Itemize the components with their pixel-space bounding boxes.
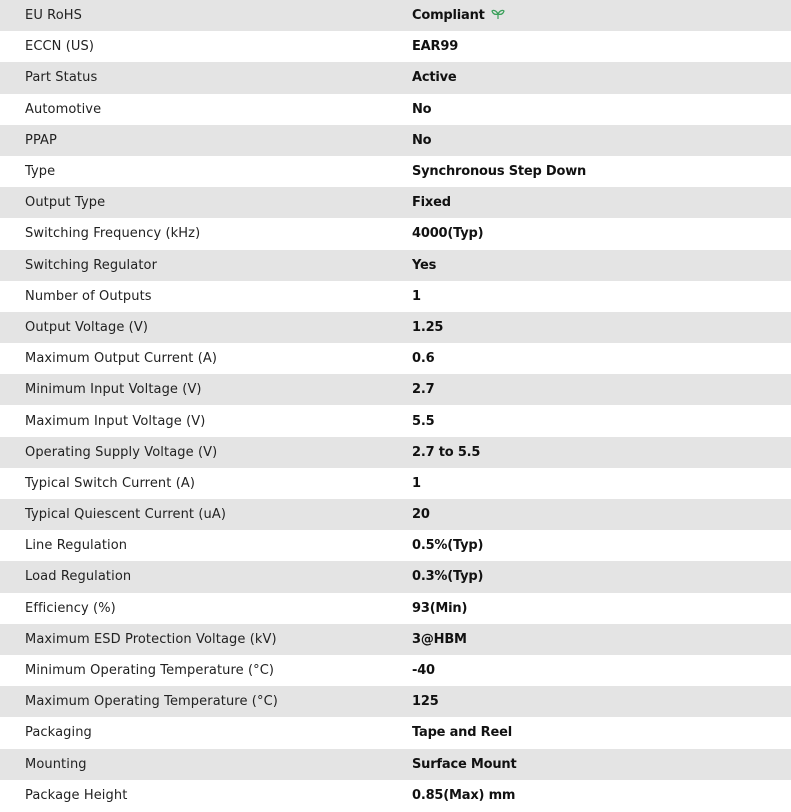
- spec-row-max-operating-temperature: [0, 686, 791, 717]
- spec-value: 0.6: [412, 351, 435, 367]
- spec-value: No: [412, 132, 432, 148]
- spec-label: Packaging: [25, 725, 92, 741]
- spec-label: Switching Frequency (kHz): [25, 226, 201, 242]
- spec-row-type: [0, 156, 791, 187]
- spec-row-eu-rohs: [0, 0, 791, 31]
- leaf-icon: [491, 8, 505, 20]
- spec-row-typical-quiescent-current: [0, 499, 791, 530]
- spec-label: Type: [25, 164, 56, 180]
- spec-label: Minimum Operating Temperature (°C): [25, 663, 275, 679]
- spec-label: EU RoHS: [25, 8, 82, 24]
- spec-row-operating-supply-voltage: [0, 437, 791, 468]
- spec-row-max-output-current: [0, 343, 791, 374]
- spec-row-automotive: [0, 94, 791, 125]
- spec-row-eccn: [0, 31, 791, 62]
- spec-value: Active: [412, 70, 457, 86]
- spec-value: 1: [412, 288, 421, 304]
- spec-label: Switching Regulator: [25, 257, 158, 273]
- spec-label: Maximum Operating Temperature (°C): [25, 694, 278, 710]
- spec-label: Maximum ESD Protection Voltage (kV): [25, 631, 277, 647]
- spec-row-package-height: [0, 780, 791, 811]
- spec-label: Operating Supply Voltage (V): [25, 444, 218, 460]
- spec-value: Fixed: [412, 195, 451, 211]
- spec-label: Mounting: [25, 756, 87, 772]
- spec-label: Maximum Output Current (A): [25, 351, 218, 367]
- spec-row-max-esd-protection-voltage: [0, 624, 791, 655]
- spec-row-line-regulation: [0, 530, 791, 561]
- spec-label: Maximum Input Voltage (V): [25, 413, 206, 429]
- spec-value: Synchronous Step Down: [412, 164, 587, 180]
- spec-label: Output Voltage (V): [25, 319, 149, 335]
- spec-row-switching-regulator: [0, 250, 791, 281]
- spec-row-load-regulation: [0, 561, 791, 592]
- spec-value: 2.7 to 5.5: [412, 444, 481, 460]
- spec-value: 1.25: [412, 319, 444, 335]
- spec-row-output-type: [0, 187, 791, 218]
- spec-label: ECCN (US): [25, 39, 95, 55]
- spec-label: Package Height: [25, 787, 128, 803]
- spec-value: Tape and Reel: [412, 725, 512, 741]
- spec-value: Yes: [412, 257, 437, 273]
- spec-value: 4000(Typ): [412, 226, 484, 242]
- spec-value: EAR99: [412, 39, 459, 55]
- spec-row-number-of-outputs: [0, 281, 791, 312]
- spec-row-ppap: [0, 125, 791, 156]
- spec-label: Automotive: [25, 101, 102, 117]
- spec-label: Load Regulation: [25, 569, 132, 585]
- spec-label: Efficiency (%): [25, 600, 116, 616]
- spec-row-typical-switch-current: [0, 468, 791, 499]
- spec-label: PPAP: [25, 132, 57, 148]
- spec-value: 93(Min): [412, 600, 468, 616]
- spec-label: Typical Switch Current (A): [25, 475, 196, 491]
- spec-value: -40: [412, 663, 435, 679]
- spec-value: 1: [412, 475, 421, 491]
- spec-value: 3@HBM: [412, 631, 467, 647]
- spec-label: Part Status: [25, 70, 98, 86]
- spec-row-switching-frequency: [0, 218, 791, 249]
- spec-value: 0.5%(Typ): [412, 538, 484, 554]
- spec-label: Number of Outputs: [25, 288, 152, 304]
- spec-value: 0.85(Max) mm: [412, 787, 516, 803]
- spec-label: Minimum Input Voltage (V): [25, 382, 202, 398]
- spec-row-mounting: [0, 749, 791, 780]
- spec-row-min-operating-temperature: [0, 655, 791, 686]
- spec-value: No: [412, 101, 432, 117]
- spec-row-output-voltage: [0, 312, 791, 343]
- spec-row-part-status: [0, 62, 791, 93]
- spec-row-packaging: [0, 717, 791, 748]
- spec-value: Compliant: [412, 8, 485, 24]
- spec-row-efficiency: [0, 593, 791, 624]
- spec-row-max-input-voltage: [0, 405, 791, 436]
- spec-label: Typical Quiescent Current (uA): [25, 507, 227, 523]
- spec-value: 5.5: [412, 413, 435, 429]
- spec-value: 2.7: [412, 382, 435, 398]
- spec-value: 125: [412, 694, 439, 710]
- spec-row-min-input-voltage: [0, 374, 791, 405]
- spec-value: 20: [412, 507, 430, 523]
- spec-value-cell: [412, 0, 791, 31]
- spec-label: Output Type: [25, 195, 106, 211]
- spec-label: Line Regulation: [25, 538, 128, 554]
- spec-value: Surface Mount: [412, 756, 517, 772]
- spec-value: 0.3%(Typ): [412, 569, 484, 585]
